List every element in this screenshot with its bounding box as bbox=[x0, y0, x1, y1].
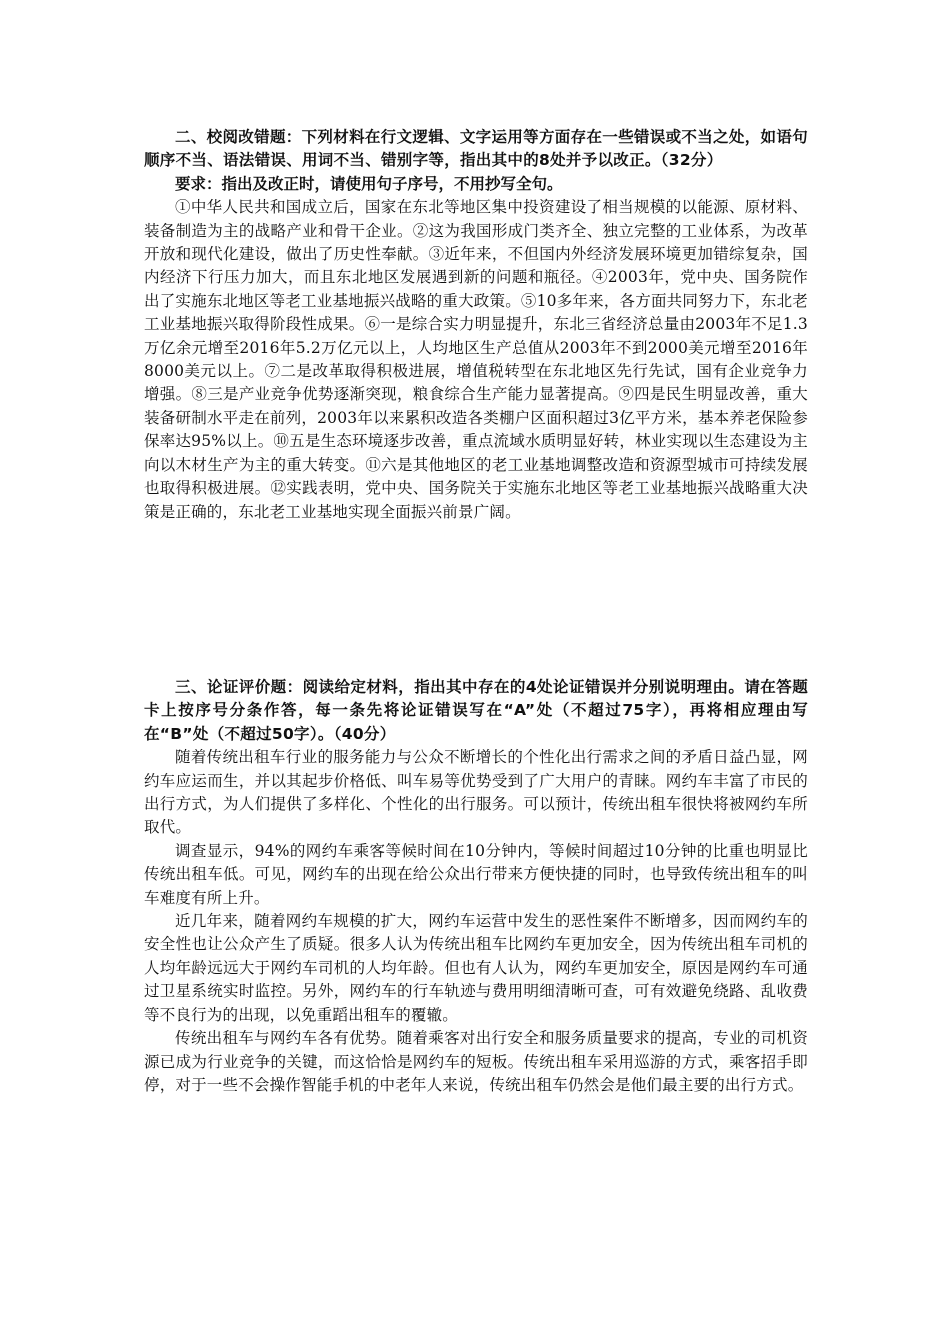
section3-paragraph: 随着传统出租车行业的服务能力与公众不断增长的个性化出行需求之间的矛盾日益凸显，网约车应运而生，并以其起步价格低、叫车易等优势受到了广大用户的青睐。网约车丰富了市民的出行方式，为人们提供了多样化、个性化的出行服务。可以预计，传统出租车很快将被网约车所取代。 bbox=[144, 748, 808, 837]
section2-requirement: 要求：指出及改正时，请使用句子序号，不用抄写全句。 bbox=[175, 174, 563, 193]
section2-body: ①中华人民共和国成立后，国家在东北等地区集中投资建设了相当规模的以能源、原材料、装备制造为主的战略产业和骨干企业。②这为我国形成门类齐全、独立完整的工业体系，为改革开放和现代化建设，做出了历史性奉献。③近年来，不但国内外经济发展环境更加错综复杂，国内经济下行压力加大，而且东北地区发展遇到新的问题和瓶径。④2003年，党中央、国务院作出了实施东北地区等老工业基地振兴战略的重大政策。⑤10多年来，各方面共同努力下，东北老工业基地振兴取得阶段性成果。⑥一是综合实力明显提升，东北三省经济总量由2003年不足1.3万亿余元增至2016年5.2万亿元以上，人均地区生产总值从2003年不到2000美元增至2016年8000美元以上。⑦二是改革取得积极进展，增值税转型在东北地区先行先试，国有企业竞争力增强。⑧三是产业竞争优势逐渐突现，粮食综合生产能力显著提高。⑨四是民生明显改善，重大装备研制水平走在前列，2003年以来累积改造各类棚户区面积超过3亿平方米，基本养老保险参保率达95%以上。⑩五是生态环境逐步改善，重点流域水质明显好转，林业实现以生态建设为主向以木材生产为主的重大转变。⑪六是其他地区的老工业基地调整改造和资源型城市可持续发展也取得积极进展。⑫实践表明，党中央、国务院关于实施东北地区等老工业基地振兴战略重大决策是正确的，东北老工业基地实现全面振兴前景广阔。 bbox=[144, 198, 808, 521]
section3-paragraph: 近几年来，随着网约车规模的扩大，网约车运营中发生的恶性案件不断增多，因而网约车的安全性也让公众产生了质疑。很多人认为传统出租车比网约车更加安全，因为传统出租车司机的人均年龄远远大于网约车司机的人均年龄。但也有人认为，网约车更加安全，原因是网约车可通过卫星系统实时监控。另外，网约车的行车轨迹与费用明细清晰可查，可有效避免绕路、乱收费等不良行为的出现，以免重蹈出租车的覆辙。 bbox=[144, 912, 808, 1024]
section3-paragraph: 传统出租车与网约车各有优势。随着乘客对出行安全和服务质量要求的提高，专业的司机资源已成为行业竞争的关键，而这恰恰是网约车的短板。传统出租车采用巡游的方式，乘客招手即停，对于一些不会操作智能手机的中老年人来说，传统出租车仍然会是他们最主要的出行方式。 bbox=[144, 1029, 808, 1094]
section3-heading: 三、论证评价题：阅读给定材料，指出其中存在的4处论证错误并分别说明理由。请在答题卡上按序号分条作答，每一条先将论证错误写在“A”处（不超过75字），再将相应理由写在“B”处（不超过50字）。（40分） bbox=[144, 678, 808, 743]
section3-paragraph: 调查显示，94%的网约车乘客等候时间在10分钟内，等候时间超过10分钟的比重也明显比传统出租车低。可见，网约车的出现在给公众出行带来方便快捷的同时，也导致传统出租车的叫车难度有所上升。 bbox=[144, 841, 808, 907]
section-argument-evaluation bbox=[144, 676, 808, 1097]
section-proofreading bbox=[144, 126, 808, 524]
section2-heading: 二、校阅改错题：下列材料在行文逻辑、文字运用等方面存在一些错误或不当之处，如语句顺序不当、语法错误、用词不当、错别字等，指出其中的8处并予以改正。（32分） bbox=[144, 128, 808, 170]
